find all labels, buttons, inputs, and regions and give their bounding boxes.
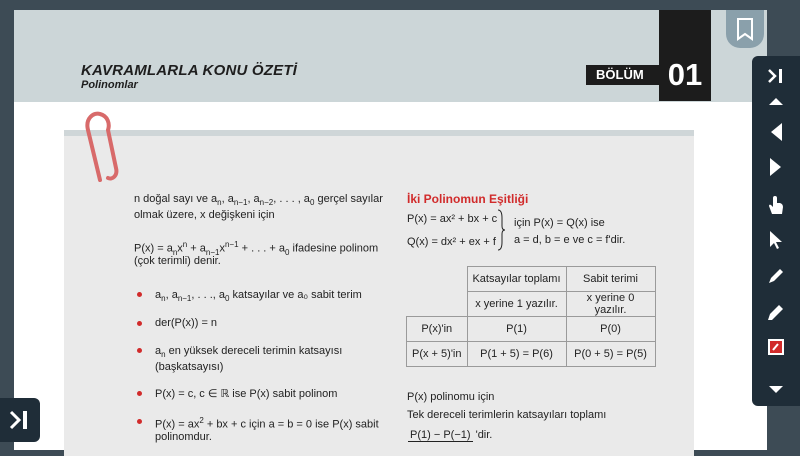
expand-icon xyxy=(8,409,32,431)
definition-line-2: olmak üzere, x değişkeni için xyxy=(134,209,275,221)
table-cell: P(1 + 5) = P(6) xyxy=(467,342,566,367)
brace-icon xyxy=(496,208,506,252)
table-cell: x yerine 0 yazılır. xyxy=(566,292,655,317)
highlighter-icon[interactable] xyxy=(764,300,788,324)
prev-page-icon[interactable] xyxy=(764,120,788,144)
bullet-icon xyxy=(137,321,142,326)
table-cell: P(0 + 5) = P(5) xyxy=(566,342,655,367)
section-heading: İki Polinomun Eşitliği xyxy=(407,192,529,206)
equality-condition-2: a = d, b = e ve c = f'dir. xyxy=(514,234,626,246)
equality-condition-1: için P(x) = Q(x) ise xyxy=(514,217,605,229)
chapter-banner xyxy=(14,10,767,102)
bullet-constant-poly-2: polinomdur. xyxy=(155,431,212,443)
bullet-coefficients: $a_n$, $a_{n-1}$, . . ., $a_0$ katsayılar ve a₀ sabit terim xyxy=(155,289,362,304)
table-header: Katsayılar toplamı xyxy=(467,267,566,292)
bullet-constant: P(x) = c, c ∈ ℝ ise P(x) sabit polinom xyxy=(155,388,338,400)
table-header: Sabit terimi xyxy=(566,267,655,292)
scroll-down-icon[interactable] xyxy=(764,378,788,402)
bullet-leading-coeff: $a_n$ en yüksek dereceli terimin katsayısı xyxy=(155,345,343,360)
hand-icon[interactable] xyxy=(764,193,788,217)
table-cell: P(1) xyxy=(467,317,566,342)
equation-q: Q(x) = dx² + ex + f xyxy=(407,236,496,248)
fraction-numerator: P(1) − P(−1) xyxy=(410,429,471,441)
page-subtitle: Polinomlar xyxy=(81,79,138,91)
bookmark-icon xyxy=(726,10,764,48)
bullet-icon xyxy=(137,292,142,297)
polynomial-formula: $P(x) = a_nx^n + a_{n-1}x^{n-1}$ + . . . + $a_0$ ifadesine polinom xyxy=(134,240,379,257)
eraser-icon[interactable] xyxy=(764,335,788,359)
collapse-icon[interactable] xyxy=(764,64,788,88)
substitution-table xyxy=(406,266,656,367)
pointer-icon[interactable] xyxy=(764,228,788,252)
table-cell: P(0) xyxy=(566,317,655,342)
table-row-label: P(x + 5)'in xyxy=(407,342,468,367)
table-row-label: P(x)'in xyxy=(407,317,468,342)
bookmark-button[interactable] xyxy=(726,10,764,48)
chapter-label: BÖLÜM xyxy=(586,65,664,85)
tool-sidebar xyxy=(752,56,800,406)
table-cell: x yerine 1 yazılır. xyxy=(467,292,566,317)
paperclip-icon xyxy=(82,108,122,188)
bullet-icon xyxy=(137,391,142,396)
page-title: KAVRAMLARLA KONU ÖZETİ xyxy=(81,62,298,79)
bullet-leading-coeff-2: (başkatsayısı) xyxy=(155,361,224,373)
scroll-up-icon[interactable] xyxy=(764,89,788,113)
note-line-2: Tek dereceli terimlerin katsayıları toplamı xyxy=(407,409,607,421)
pen-icon[interactable] xyxy=(764,264,788,288)
bullet-constant-poly: $P(x) = ax^2$ + bx + c için a = b = 0 ise P(x) sabit xyxy=(155,416,379,431)
definition-line-4: (çok terimli) denir. xyxy=(134,255,221,267)
next-page-icon[interactable] xyxy=(764,155,788,179)
equation-p: P(x) = ax² + bx + c xyxy=(407,213,498,225)
fraction-suffix: 'dir. xyxy=(475,429,493,441)
bullet-icon xyxy=(137,348,142,353)
fraction xyxy=(408,429,492,441)
bullet-degree: der(P(x)) = n xyxy=(155,317,218,329)
bullet-icon xyxy=(137,419,142,424)
definition-line-1: n doğal sayı ve $a_n$, $a_{n-1}$, $a_{n-2}$, . . . , $a_0$ gerçel sayılar xyxy=(134,193,383,208)
note-line-1: P(x) polinomu için xyxy=(407,391,495,403)
expand-panel-button[interactable] xyxy=(0,398,40,442)
chapter-number: 01 xyxy=(659,10,711,101)
